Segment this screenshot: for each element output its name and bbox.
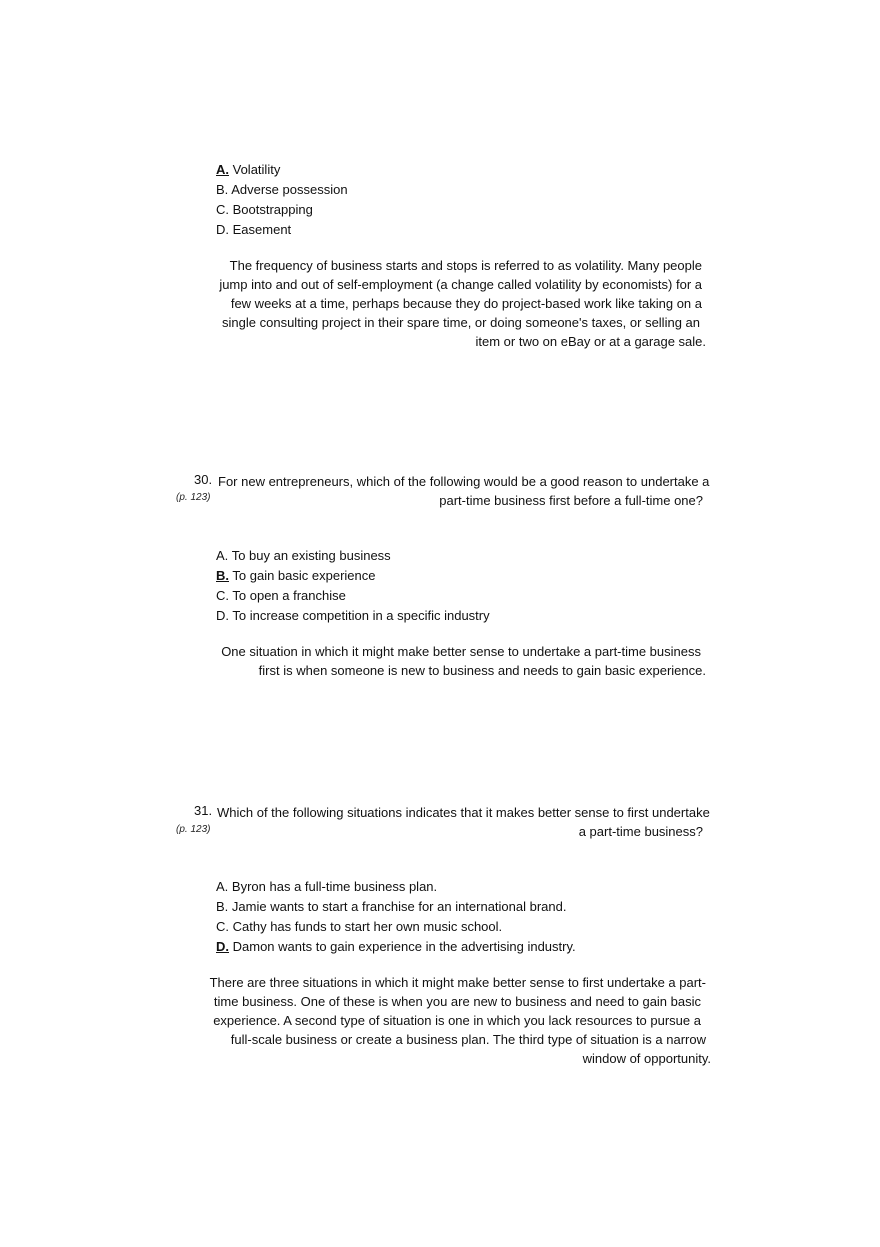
- option-letter: B.: [216, 182, 229, 197]
- q31-options: [216, 877, 576, 957]
- explanation-line: item or two on eBay or at a garage sale.: [475, 334, 706, 349]
- q29-option-a: [216, 160, 348, 180]
- option-text: Damon wants to gain experience in the advertising industry.: [232, 939, 576, 954]
- option-text: Easement: [232, 222, 292, 237]
- question-line: Which of the following situations indicates that it makes better sense to first undertake: [217, 805, 710, 820]
- q30-question: [218, 472, 710, 510]
- explanation-line: The frequency of business starts and stops is referred to as volatility. Many people: [229, 258, 702, 273]
- q30-explanation: [216, 642, 706, 680]
- explanation-line: There are three situations in which it might make better sense to first undertake a part-: [209, 975, 706, 990]
- q31-option-d: [216, 937, 576, 957]
- explanation-line: single consulting project in their spare time, or doing someone's taxes, or selling an: [222, 315, 700, 330]
- option-letter: A.: [216, 548, 229, 563]
- explanation-line: full-scale business or create a business plan. The third type of situation is a narrow: [230, 1032, 706, 1047]
- q29-options: [216, 160, 348, 240]
- option-letter: D.: [216, 608, 229, 623]
- q29-option-d: [216, 220, 348, 240]
- explanation-line: first is when someone is new to business and needs to gain basic experience.: [258, 663, 706, 678]
- option-letter: C.: [216, 588, 229, 603]
- option-text: Byron has a full-time business plan.: [231, 879, 438, 894]
- q30-page-ref: (p. 123): [176, 492, 211, 503]
- q29-option-c: [216, 200, 348, 220]
- q30-options: [216, 546, 490, 626]
- q29-option-b: [216, 180, 348, 200]
- question-line: a part-time business?: [578, 824, 703, 839]
- q31-question: [217, 803, 710, 841]
- q30-option-a: [216, 546, 490, 566]
- option-letter: B.: [216, 899, 229, 914]
- option-text: Bootstrapping: [232, 202, 313, 217]
- question-number: 31.: [194, 803, 213, 818]
- q31-number: [194, 803, 212, 818]
- question-line: part-time business first before a full-time one?: [439, 493, 703, 508]
- explanation-line: few weeks at a time, perhaps because they do project-based work like taking on a: [230, 296, 702, 311]
- q31-page-ref: (p. 123): [176, 824, 211, 835]
- option-text: To gain basic experience: [232, 568, 376, 583]
- explanation-line: window of opportunity.: [582, 1051, 711, 1066]
- q31-option-c: [216, 917, 576, 937]
- option-text: To buy an existing business: [231, 548, 391, 563]
- explanation-line: One situation in which it might make better sense to undertake a part-time business: [221, 644, 701, 659]
- option-text: Volatility: [232, 162, 281, 177]
- q29-explanation: [216, 256, 706, 351]
- question-line: For new entrepreneurs, which of the following would be a good reason to undertake a: [218, 474, 710, 489]
- explanation-line: jump into and out of self-employment (a change called volatility by economists) for a: [219, 277, 702, 292]
- option-text: To open a franchise: [232, 588, 346, 603]
- question-number: 30.: [194, 472, 213, 487]
- option-text: Adverse possession: [231, 182, 348, 197]
- option-text: Jamie wants to start a franchise for an international brand.: [231, 899, 567, 914]
- option-letter: C.: [216, 202, 229, 217]
- q31-explanation: [200, 973, 711, 1068]
- option-text: Cathy has funds to start her own music school.: [232, 919, 503, 934]
- q31-option-a: [216, 877, 576, 897]
- q30-option-d: [216, 606, 490, 626]
- q30-number: [194, 472, 212, 487]
- option-letter: C.: [216, 919, 229, 934]
- option-text: To increase competition in a specific industry: [232, 608, 490, 623]
- q30-option-c: [216, 586, 490, 606]
- option-letter: B.: [216, 568, 229, 583]
- option-letter: D.: [216, 939, 229, 954]
- explanation-line: experience. A second type of situation is one in which you lack resources to pursue a: [213, 1013, 701, 1028]
- option-letter: A.: [216, 162, 229, 177]
- option-letter: A.: [216, 879, 229, 894]
- q30-option-b: [216, 566, 490, 586]
- option-letter: D.: [216, 222, 229, 237]
- explanation-line: time business. One of these is when you are new to business and need to gain basic: [213, 994, 701, 1009]
- q31-option-b: [216, 897, 576, 917]
